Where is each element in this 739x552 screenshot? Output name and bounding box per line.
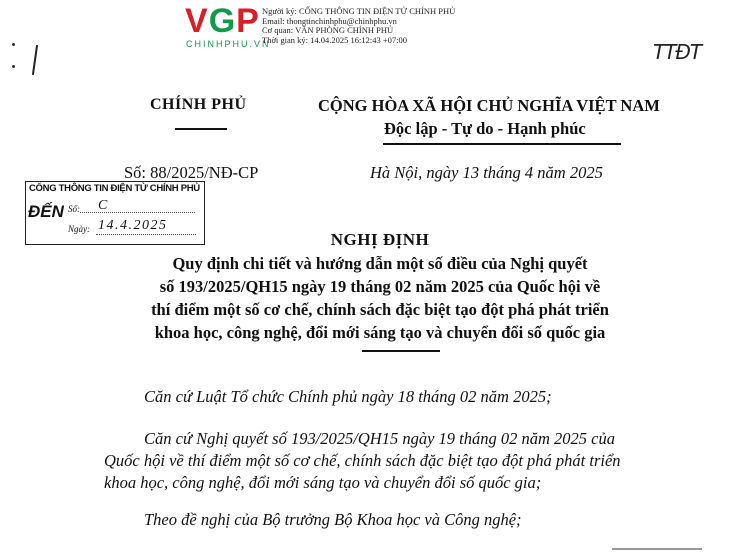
page-edge-mark — [612, 548, 702, 550]
handwritten-mark: TTĐT — [653, 40, 702, 64]
margin-dot — [12, 65, 15, 68]
signature-signer: Người ký: CỔNG THÔNG TIN ĐIỆN TỬ CHÍNH PHỦ — [262, 6, 456, 16]
signature-agency: Cơ quan: VĂN PHÒNG CHÍNH PHỦ — [262, 25, 394, 35]
signature-email: Email: thongtinchinhphu@chinhphu.vn — [262, 15, 397, 26]
stamp-den: ĐẾN — [28, 202, 64, 221]
decree-title-line: khoa học, công nghệ, đổi mới sáng tạo và chuyển đổi số quốc gia — [154, 323, 606, 342]
preamble-line: Quốc hội về thí điểm một số cơ chế, chính sách đặc biệt tạo đột phá phát triển — [104, 451, 621, 470]
margin-dot — [12, 43, 15, 46]
stamp-so-label: Số: — [68, 204, 80, 214]
stamp-so-value: C — [98, 198, 108, 213]
digital-signature-block — [262, 7, 455, 45]
stamp-ngay-value: 14.4.2025 — [98, 218, 168, 233]
stamp-ngay-label: Ngày: — [68, 224, 90, 234]
vgp-logo — [185, 2, 271, 49]
national-title: CỘNG HÒA XÃ HỘI CHỦ NGHĨA VIỆT NAM — [318, 96, 660, 115]
logo-letter-v: V — [185, 2, 209, 40]
signature-time: Thời gian ký: 14.04.2025 16:12:43 +07:00 — [262, 34, 408, 45]
logo-subtitle: CHINHPHU.VN — [186, 39, 271, 49]
margin-mark — [32, 45, 38, 75]
motto-underline — [383, 143, 621, 145]
logo-letter-g: G — [208, 2, 237, 40]
vgp-logo-letters — [185, 2, 260, 40]
title-underline — [362, 350, 440, 352]
decree-heading: NGHỊ ĐỊNH — [330, 230, 430, 249]
logo-letter-p: P — [236, 2, 260, 40]
preamble-line: Căn cứ Luật Tổ chức Chính phủ ngày 18 tháng 02 năm 2025; — [144, 387, 552, 406]
decree-title-line: Quy định chi tiết và hướng dẫn một số điều của Nghị quyết — [172, 254, 588, 273]
stamp-agency: CỔNG THÔNG TIN ĐIỆN TỬ CHÍNH PHỦ — [29, 183, 200, 194]
issuer-underline — [175, 128, 227, 130]
decree-title-line: thí điểm một số cơ chế, chính sách đặc biệt tạo đột phá phát triển — [151, 300, 609, 319]
place-and-date: Hà Nội, ngày 13 tháng 4 năm 2025 — [370, 163, 603, 182]
national-motto: Độc lập - Tự do - Hạnh phúc — [384, 119, 586, 138]
stamp-dotted-line — [80, 212, 195, 213]
preamble-line: Theo đề nghị của Bộ trưởng Bộ Khoa học và Công nghệ; — [144, 510, 522, 529]
preamble-line: Căn cứ Nghị quyết số 193/2025/QH15 ngày 19 tháng 02 năm 2025 của — [144, 429, 615, 448]
issuer-name: CHÍNH PHỦ — [150, 96, 247, 113]
decree-title-line: số 193/2025/QH15 ngày 19 tháng 02 năm 2025 của Quốc hội về — [159, 277, 601, 296]
preamble-line: khoa học, công nghệ, đổi mới sáng tạo và chuyển đổi số quốc gia; — [104, 473, 542, 492]
document-number: Số: 88/2025/NĐ-CP — [124, 163, 259, 182]
